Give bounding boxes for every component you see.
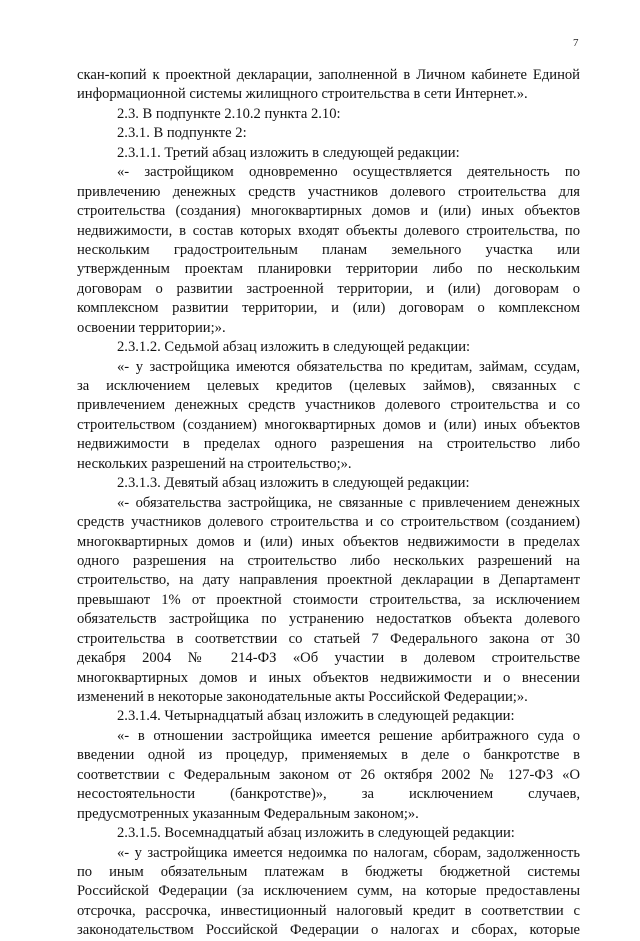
text-line: одного разрешения на строительство либо нескольких разрешений на [77,552,580,569]
text-line: 2.3.1.2. Седьмой абзац изложить в следующей редакции: [117,339,471,356]
text-line: отсрочка, рассрочка, инвестиционный налоговый кредит в соответствии с [77,902,580,919]
text-line: утвержденным проектам планировки территории либо по нескольким [77,261,580,278]
text-line: 2.3.1.3. Девятый абзац изложить в следующей редакции: [117,475,470,492]
text-line: предусмотренных указанным Федеральным законом;». [77,805,419,822]
text-line: 2.3.1.5. Восемнадцатый абзац изложить в следующей редакции: [117,825,515,842]
text-line: договорам о развитии застроенной территории, и (или) договорам о [77,280,580,297]
text-line: строительства в соответствии со статьей 7 Федерального закона от 30 [77,630,580,647]
text-line: средств участников долевого строительства и со строительством (созданием) [77,514,580,531]
text-line: 2.3.1.1. Третий абзац изложить в следующей редакции: [117,144,460,161]
text-line: соответствии с Федеральным законом от 26 октября 2002 № 127-ФЗ «О [77,766,580,783]
text-line: «- застройщиком одновременно осуществляется деятельность по [117,164,580,181]
text-line: многоквартирных домов и (или) иных объектов недвижимости в пределах [77,533,580,550]
text-line: многоквартирных домов и иных объектов недвижимости и о внесении [77,669,580,686]
text-line: нескольких разрешений на строительство;». [77,455,352,472]
text-line: «- обязательства застройщика, не связанные с привлечением денежных [117,494,580,511]
text-line: освоении территории;». [77,319,226,336]
text-line: изменений в некоторые законодательные акты Российской Федерации;». [77,689,528,705]
text-line: недвижимости, в состав которых входят объекты долевого строительства, по [77,222,580,239]
text-line: строительство, на дату направления проектной декларации в Департамент [77,572,580,589]
text-line: 2.3.1.4. Четырнадцатый абзац изложить в следующей редакции: [117,708,515,725]
text-line: 2.3. В подпункте 2.10.2 пункта 2.10: [117,105,341,122]
text-line: информационной системы жилищного строительства в сети Интернет.». [77,86,528,103]
text-line: привлечением денежных средств участников долевого строительства и со [77,397,580,414]
text-line: Российской Федерации (за исключением сумм, на которые предоставлены [77,883,580,900]
text-line: декабря 2004 № 214-ФЗ «Об участии в долевом строительстве [77,650,580,667]
text-line: законодательством Российской Федерации о налогах и сборах, которые [77,922,580,939]
text-line: 2.3.1. В подпункте 2: [117,125,247,142]
text-line: комплексном развитии территории, и (или) договорам о комплексном [77,300,580,317]
text-line: «- у застройщика имеется недоимка по налогам, сборам, задолженность [117,844,580,861]
page-number: 7 [573,37,579,49]
text-line: несостоятельности (банкротстве)», за исключением случаев, [77,786,580,803]
text-line: «- у застройщика имеются обязательства по кредитам, займам, ссудам, [117,358,580,375]
text-line: скан-копий к проектной декларации, заполненной в Личном кабинете Единой [77,67,580,83]
text-line: «- в отношении застройщика имеется решение арбитражного суда о [117,727,580,744]
text-line: строительством (созданием) многоквартирных домов и (или) иных объектов [77,416,580,433]
text-line: превышают 1% от проектной стоимости строительства, за исключением [77,591,580,608]
document-body [77,66,580,941]
text-line: недвижимости в пределах одного разрешения на строительство либо [77,436,580,453]
text-line: нескольким градостроительным планам земельного участка или [77,241,580,258]
text-line: введении одной из процедур, применяемых в деле о банкротстве в [77,747,580,764]
text-line: строительства (создания) многоквартирных домов и (или) иных объектов [77,203,580,220]
text-line: за исключением целевых кредитов (целевых займов), связанных с [77,378,580,394]
text-line: обязательств застройщика по устранению недостатков объекта долевого [77,611,580,628]
text-line: по иным обязательным платежам в бюджеты бюджетной системы [77,863,580,880]
text-line: привлечению денежных средств участников долевого строительства для [77,183,580,200]
